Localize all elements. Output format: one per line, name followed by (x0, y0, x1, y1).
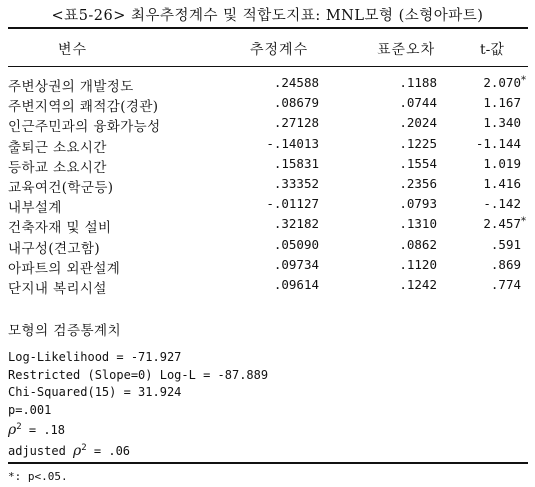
t-value: 1.416 (483, 175, 521, 191)
t-value: .869 (490, 256, 521, 272)
coefficient-value: -.01127 (266, 196, 319, 212)
rho-squared (8, 419, 268, 440)
chi-squared: Chi-Squared(15) = 31.924 (8, 385, 182, 400)
variable-name: 인근주민과의 융화가능성 (8, 119, 161, 136)
coefficient-value: .09614 (273, 276, 319, 292)
p-value: p=.001 (8, 402, 52, 417)
variable-name: 등하교 소요시간 (8, 159, 107, 176)
t-value: 1.167 (483, 95, 521, 111)
standard-error-value: .1188 (399, 75, 437, 90)
variable-name: 아파트의 외관설계 (8, 260, 121, 277)
table-row (0, 136, 535, 156)
rho-value: = .18 (21, 423, 66, 438)
standard-error-value: .1310 (399, 216, 437, 232)
coefficient-value: -.14013 (266, 135, 319, 151)
variable-name: 주변상권의 개발정도 (8, 79, 134, 95)
standard-error-value: .1120 (399, 256, 437, 272)
variable-name: 교육여건(학군등) (8, 179, 114, 196)
adjusted-rho-value: = .06 (86, 443, 131, 458)
table-row (0, 75, 535, 95)
variable-name: 내구성(견고함) (8, 240, 100, 257)
coefficient-table (0, 75, 535, 297)
table-row (0, 257, 535, 277)
table-row (0, 237, 535, 257)
adjusted-rho-squared (8, 440, 268, 461)
coefficient-value: .33352 (273, 175, 319, 191)
t-value: -.142 (483, 196, 521, 212)
coefficient-value: .27128 (273, 115, 319, 131)
t-value: -1.144 (475, 135, 521, 151)
stats-title: 모형의 검증통계치 (8, 323, 122, 339)
standard-error-value: .2356 (399, 175, 437, 191)
table-row (0, 277, 535, 297)
variable-name: 출퇴근 소요시간 (8, 139, 107, 156)
t-value: 2.070 (483, 75, 521, 90)
coefficient-value: .05090 (273, 236, 319, 252)
t-value: .774 (490, 276, 521, 292)
t-value: .591 (490, 236, 521, 252)
t-value: 1.340 (483, 115, 521, 131)
table-row (0, 95, 535, 115)
significance-mark: * (521, 75, 526, 86)
variable-name: 건축자재 및 설비 (8, 220, 112, 237)
standard-error-value: .1225 (399, 135, 437, 151)
variable-name: 단지내 복리시설 (8, 280, 107, 297)
coefficient-value: .32182 (273, 216, 319, 232)
log-likelihood: Log-Likelihood = -71.927 (8, 350, 182, 364)
coefficient-value: .24588 (273, 75, 319, 90)
table-row (0, 115, 535, 135)
t-value: 1.019 (483, 155, 521, 171)
restricted-log-likelihood: Restricted (Slope=0) Log-L = -87.889 (8, 367, 269, 382)
table-row (0, 196, 535, 216)
adjusted-prefix: adjusted (8, 443, 74, 458)
footnote: *: p<.05. (8, 470, 68, 483)
table-row (0, 156, 535, 176)
top-rule (8, 27, 528, 29)
header-variable: 변수 (58, 42, 88, 58)
header-se: 표준오차 (377, 42, 436, 58)
standard-error-value: .0862 (399, 236, 437, 252)
rho-symbol: ρ (8, 422, 17, 439)
table-title: <표5-26> 최우추정계수 및 적합도지표: MNL모형 (소형아파트) (51, 8, 484, 24)
coefficient-value: .08679 (273, 95, 319, 111)
table-row (0, 216, 535, 236)
significance-mark: * (521, 216, 526, 228)
header-coef: 추정계수 (250, 42, 309, 58)
standard-error-value: .1554 (399, 155, 437, 171)
model-statistics (8, 349, 268, 461)
standard-error-value: .0793 (399, 196, 437, 212)
rho-sup: 2 (16, 422, 22, 433)
coefficient-value: .15831 (273, 155, 319, 171)
variable-name: 내부설계 (8, 200, 62, 217)
coefficient-value: .09734 (273, 256, 319, 272)
standard-error-value: .2024 (399, 115, 437, 131)
header-rule (8, 66, 528, 67)
bottom-rule (8, 462, 528, 464)
table-row (0, 176, 535, 196)
t-value: 2.457 (483, 216, 521, 232)
standard-error-value: .0744 (399, 95, 437, 111)
adjusted-rho-sup: 2 (81, 442, 87, 453)
adjusted-rho-symbol: ρ (73, 442, 82, 459)
variable-name: 주변지역의 쾌적감(경관) (8, 99, 159, 116)
standard-error-value: .1242 (399, 276, 437, 292)
header-t: t-값 (480, 42, 504, 58)
